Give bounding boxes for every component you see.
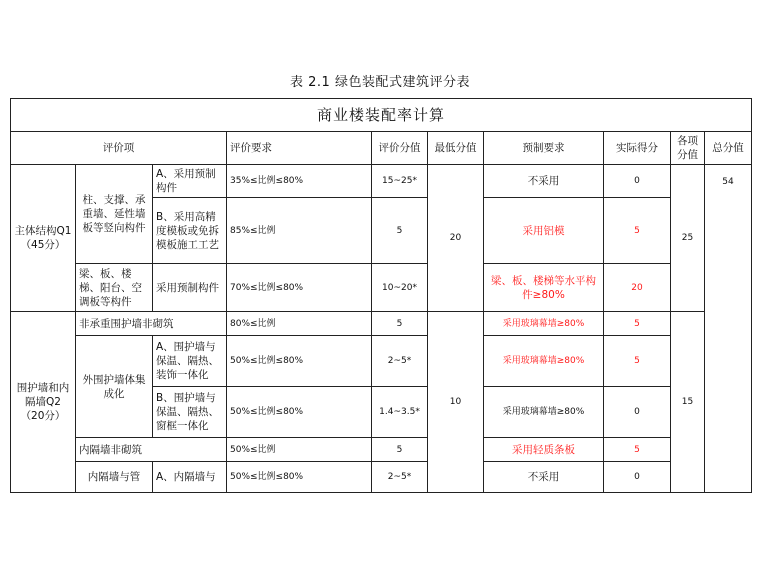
- table-caption: 表 2.1 绿色装配式建筑评分表: [290, 75, 470, 90]
- row-category: 柱、支撑、承重墙、延性墙板等竖向构件: [76, 165, 153, 264]
- group-min-score: 20: [428, 165, 484, 312]
- row-sub: A、围护墙与保温、隔热、装饰一体化: [153, 336, 227, 387]
- row-category: 内隔墙非砌筑: [76, 438, 227, 462]
- row-prefab: 梁、板、楼梯等水平构件≥80%: [484, 264, 604, 312]
- row-prefab: 采用玻璃幕墙≥80%: [484, 336, 604, 387]
- total-score: 54: [705, 165, 752, 493]
- group-name: 主体结构Q1（45分）: [11, 165, 76, 312]
- row-actual: 0: [604, 387, 671, 438]
- group-name: 围护墙和内隔墙Q2（20分）: [11, 312, 76, 493]
- row-actual: 5: [604, 312, 671, 336]
- row-prefab: 采用轻质条板: [484, 438, 604, 462]
- row-score-range: 5: [372, 198, 428, 264]
- table-row: [11, 462, 752, 493]
- row-requirement: 50%≤比例≤80%: [227, 387, 372, 438]
- row-prefab: 采用铝模: [484, 198, 604, 264]
- table-row: [11, 264, 752, 312]
- row-score-range: 10~20*: [372, 264, 428, 312]
- row-requirement: 70%≤比例≤80%: [227, 264, 372, 312]
- row-requirement: 80%≤比例: [227, 312, 372, 336]
- table-row: [11, 312, 752, 336]
- header-prefab-requirement: 预制要求: [484, 132, 604, 165]
- row-actual: 5: [604, 438, 671, 462]
- header-requirement: 评价要求: [227, 132, 372, 165]
- header-item: 评价项: [11, 132, 227, 165]
- row-prefab: 采用玻璃幕墙≥80%: [484, 387, 604, 438]
- row-score-range: 2~5*: [372, 462, 428, 493]
- header-actual-score: 实际得分: [604, 132, 671, 165]
- header-score-range: 评价分值: [372, 132, 428, 165]
- row-score-range: 2~5*: [372, 336, 428, 387]
- row-actual: 0: [604, 165, 671, 198]
- header-item-score: 各项分值: [671, 132, 705, 165]
- row-score-range: 1.4~3.5*: [372, 387, 428, 438]
- table-row: [11, 438, 752, 462]
- table-row: [11, 336, 752, 387]
- row-category: 外围护墙体集成化: [76, 336, 153, 438]
- row-actual: 20: [604, 264, 671, 312]
- row-score-range: 15~25*: [372, 165, 428, 198]
- row-score-range: 5: [372, 438, 428, 462]
- row-sub: A、内隔墙与: [153, 462, 227, 493]
- row-category: 梁、板、楼梯、阳台、空调板等构件: [76, 264, 153, 312]
- group-min-score: 10: [428, 312, 484, 493]
- row-prefab: 不采用: [484, 462, 604, 493]
- row-requirement: 50%≤比例≤80%: [227, 336, 372, 387]
- row-requirement: 50%≤比例: [227, 438, 372, 462]
- row-requirement: 35%≤比例≤80%: [227, 165, 372, 198]
- row-sub: 采用预制构件: [153, 264, 227, 312]
- row-prefab: 采用玻璃幕墙≥80%: [484, 312, 604, 336]
- header-total-score: 总分值: [705, 132, 752, 165]
- row-score-range: 5: [372, 312, 428, 336]
- table-title: 商业楼装配率计算: [11, 99, 752, 132]
- header-min-score: 最低分值: [428, 132, 484, 165]
- green-prefab-building-score-table: [10, 98, 752, 493]
- row-actual: 0: [604, 462, 671, 493]
- row-requirement: 85%≤比例: [227, 198, 372, 264]
- row-sub: A、采用预制构件: [153, 165, 227, 198]
- table-row: [11, 165, 752, 198]
- group-item-score: 15: [671, 312, 705, 493]
- row-category: 内隔墙与管: [76, 462, 153, 493]
- row-actual: 5: [604, 336, 671, 387]
- group-item-score: 25: [671, 165, 705, 312]
- row-category: 非承重围护墙非砌筑: [76, 312, 227, 336]
- row-sub: B、围护墙与保温、隔热、窗框一体化: [153, 387, 227, 438]
- row-actual: 5: [604, 198, 671, 264]
- row-requirement: 50%≤比例≤80%: [227, 462, 372, 493]
- row-sub: B、采用高精度模板或免拆模板施工工艺: [153, 198, 227, 264]
- row-prefab: 不采用: [484, 165, 604, 198]
